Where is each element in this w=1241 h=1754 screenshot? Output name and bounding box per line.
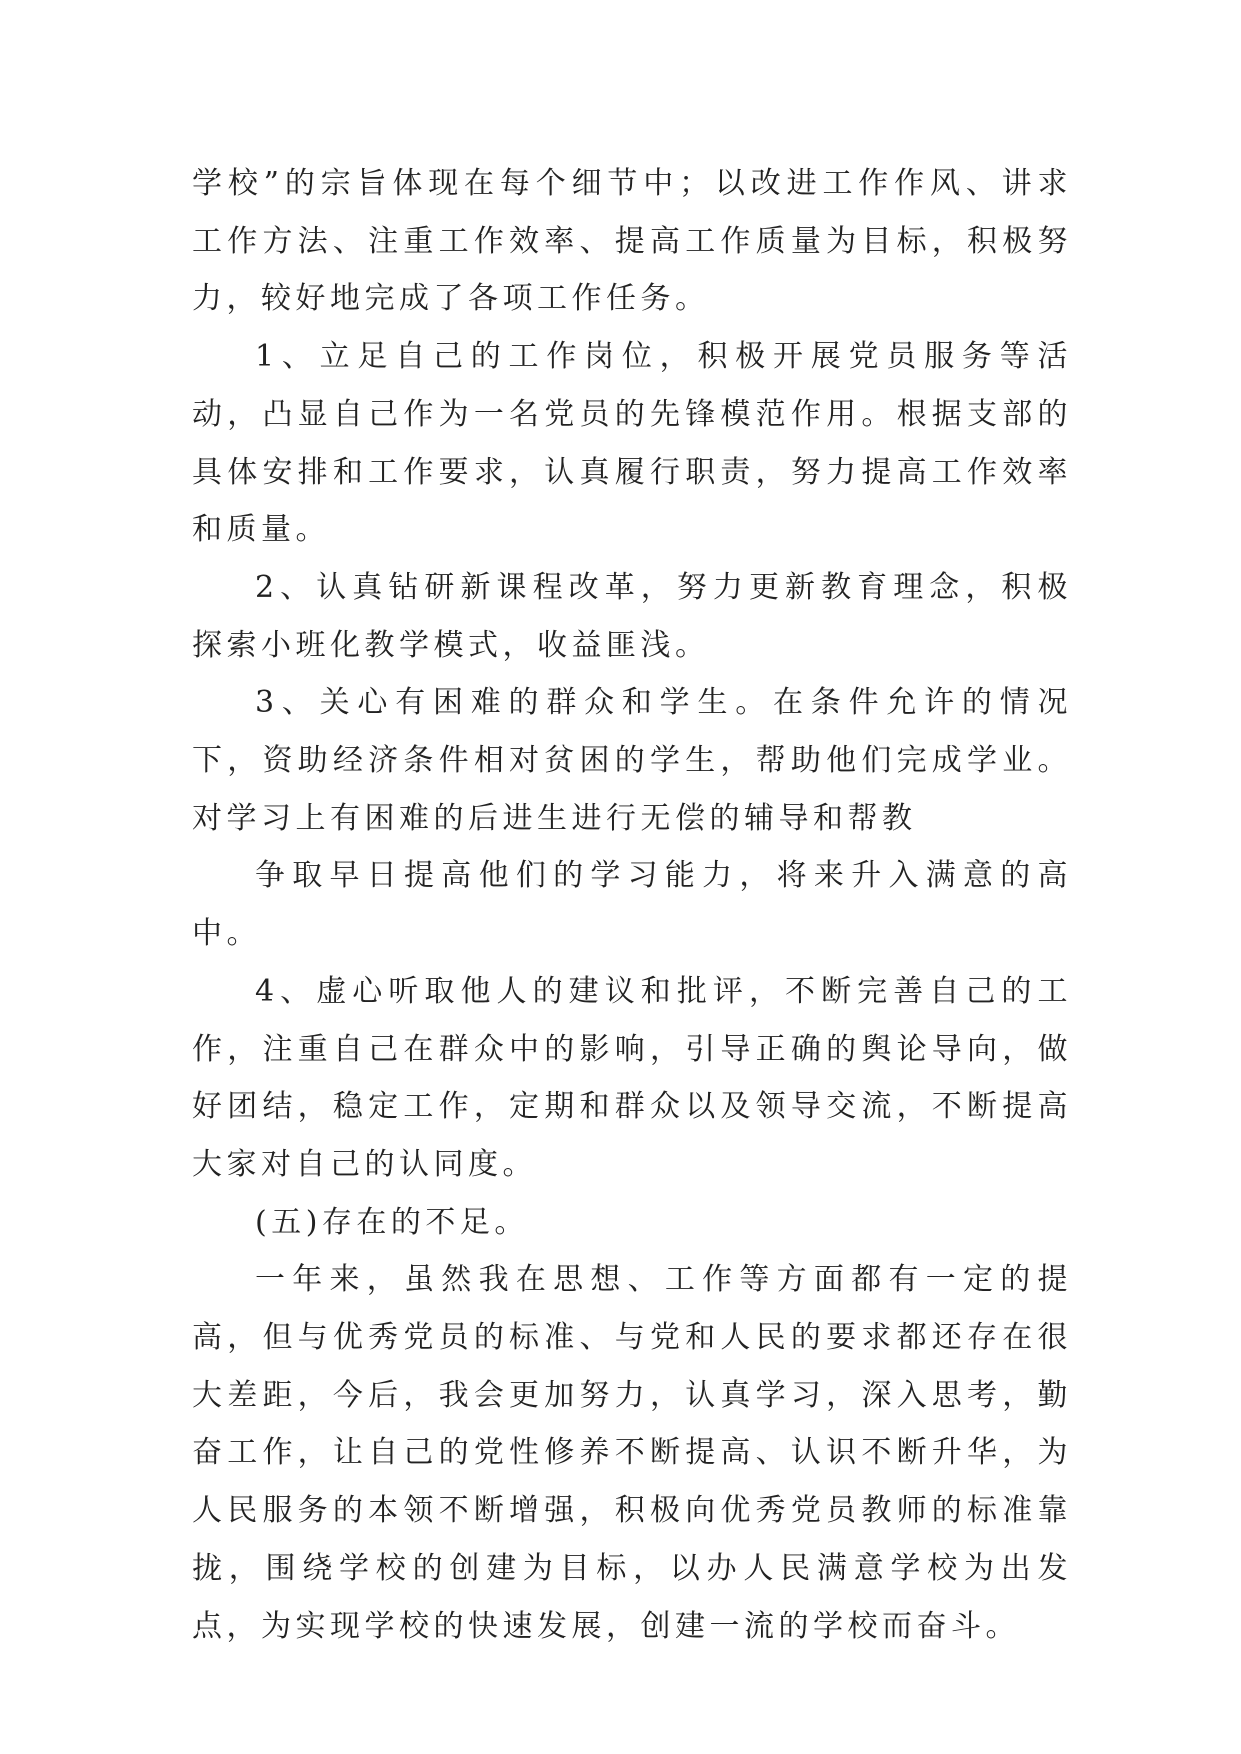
paragraph-intro: 学校”的宗旨体现在每个细节中；以改进工作作风、讲求工作方法、注重工作效率、提高工作质量为目标，积极努力，较好地完成了各项工作任务。: [192, 166, 1072, 317]
section-heading-shortcomings: (五)存在的不足。: [255, 1204, 529, 1240]
paragraph-conclusion: 一年来，虽然我在思想、工作等方面都有一定的提高，但与优秀党员的标准、与党和人民的要求都还存在很大差距，今后，我会更加努力，认真学习，深入思考，勤奋工作，让自己的党性修养不断提高、认识不断升华，为人民服务的本领不断增强，积极向优秀党员教师的标准靠拢，围绕学校的创建为目标，以办人民满意学校为出发点，为实现学校的快速发展，创建一流的学校而奋斗。: [192, 1262, 1072, 1644]
paragraph-item-2: 2、认真钻研新课程改革，努力更新教育理念，积极探索小班化教学模式，收益匪浅。: [192, 569, 1072, 663]
paragraph-item-3: 3、关心有困难的群众和学生。在条件允许的情况下，资助经济条件相对贫困的学生，帮助他们完成学业。对学习上有困难的后进生进行无偿的辅导和帮教: [192, 685, 1072, 836]
paragraph-item-4: 4、虚心听取他人的建议和批评，不断完善自己的工作，注重自己在群众中的影响，引导正确的舆论导向，做好团结，稳定工作，定期和群众以及领导交流，不断提高大家对自己的认同度。: [192, 973, 1072, 1182]
document-body: [192, 155, 1072, 1655]
paragraph-item-1: 1、立足自己的工作岗位，积极开展党员服务等活动，凸显自己作为一名党员的先锋模范作用。根据支部的具体安排和工作要求，认真履行职责，努力提高工作效率和质量。: [192, 339, 1072, 548]
paragraph-item-3-continued: 争取早日提高他们的学习能力，将来升入满意的高中。: [192, 858, 1072, 952]
